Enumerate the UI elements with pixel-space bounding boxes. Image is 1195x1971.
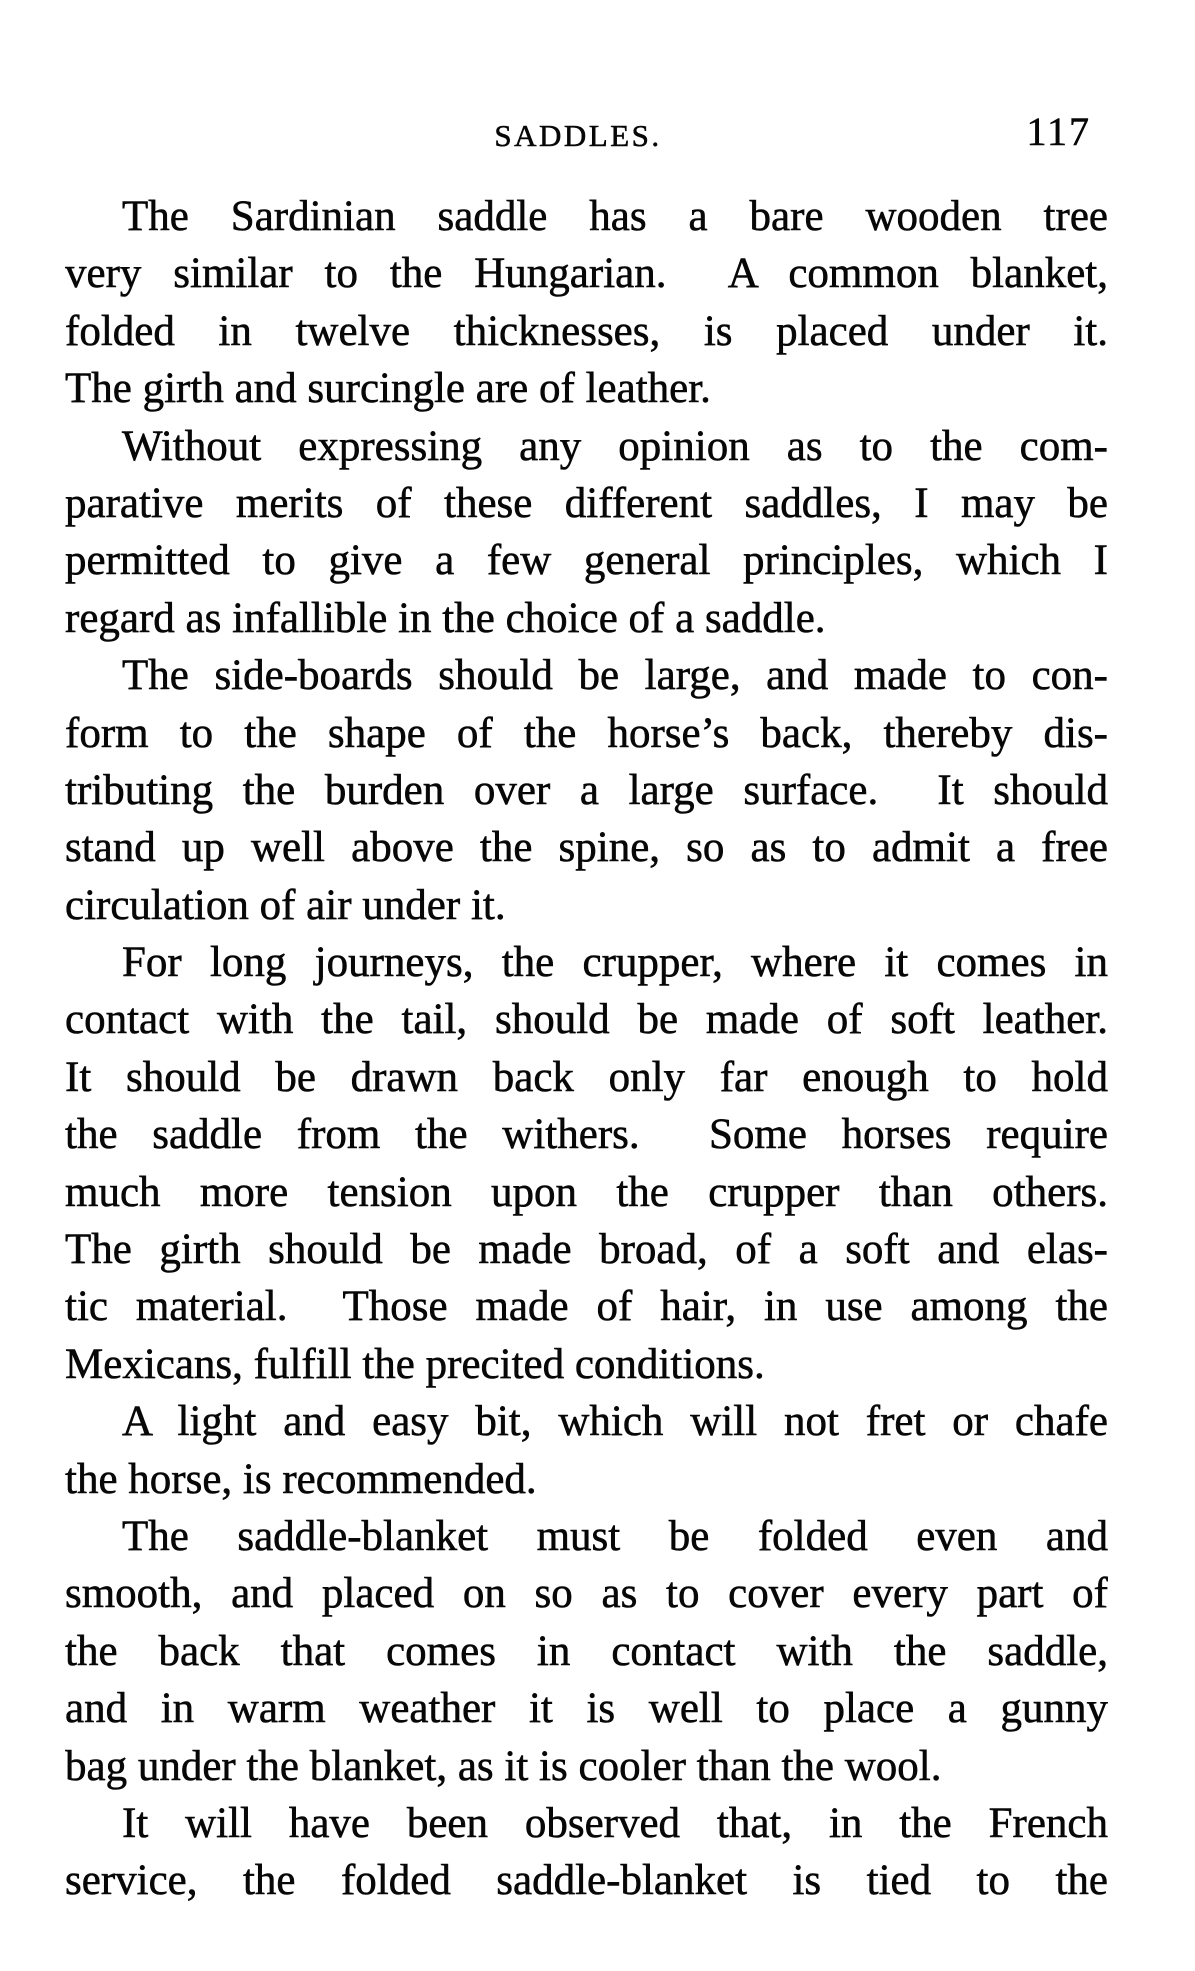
text-line: the back that comes in contact with the saddle,: [65, 1627, 1108, 1675]
text-line: The girth and surcingle are of leather.: [65, 365, 711, 413]
text-line: It will have been observed that, in the French: [122, 1799, 1108, 1847]
running-header: [65, 109, 1091, 156]
text-line: service, the folded saddle-blanket is tied to the: [65, 1857, 1108, 1905]
text-line: The saddle-blanket must be folded even and: [122, 1512, 1108, 1560]
text-line: folded in twelve thicknesses, is placed under it.: [65, 307, 1108, 355]
text-line: It should be drawn back only far enough to hold: [65, 1053, 1108, 1101]
text-line: the horse, is recommended.: [65, 1455, 537, 1503]
text-line: circulation of air under it.: [65, 881, 506, 929]
page-number: 117: [1026, 109, 1091, 154]
text-line: stand up well above the spine, so as to admit a free: [65, 824, 1108, 872]
text-line: parative merits of these different saddles, I may be: [65, 479, 1108, 527]
text-line: much more tension upon the crupper than others.: [65, 1168, 1108, 1216]
text-line: Without expressing any opinion as to the com-: [122, 422, 1108, 470]
text-line: tic material. Those made of hair, in use among the: [65, 1283, 1108, 1331]
text-line: Mexicans, fulfill the precited conditions.: [65, 1340, 765, 1388]
text-line: tributing the burden over a large surface. It should: [65, 766, 1108, 814]
text-line: For long journeys, the crupper, where it comes in: [122, 939, 1108, 987]
text-line: bag under the blanket, as it is cooler than the wool.: [65, 1742, 942, 1790]
text-line: permitted to give a few general principles, which I: [65, 537, 1108, 585]
text-line: form to the shape of the horse’s back, thereby dis-: [65, 709, 1108, 757]
text-line: very similar to the Hungarian. A common blanket,: [65, 250, 1108, 298]
text-line: regard as infallible in the choice of a saddle.: [65, 594, 826, 642]
text-line: The Sardinian saddle has a bare wooden tree: [122, 193, 1108, 240]
text-line: contact with the tail, should be made of soft leather.: [65, 996, 1108, 1044]
body-text-block: [65, 188, 1108, 1910]
text-line: A light and easy bit, which will not fret or chafe: [122, 1398, 1108, 1446]
text-line: smooth, and placed on so as to cover every part of: [65, 1570, 1108, 1618]
chapter-running-title: SADDLES.: [494, 118, 662, 153]
text-line: The side-boards should be large, and made to con-: [122, 652, 1108, 700]
text-line: and in warm weather it is well to place a gunny: [65, 1685, 1108, 1733]
text-line: the saddle from the withers. Some horses require: [65, 1111, 1108, 1159]
text-line: The girth should be made broad, of a soft and elas-: [65, 1226, 1108, 1274]
